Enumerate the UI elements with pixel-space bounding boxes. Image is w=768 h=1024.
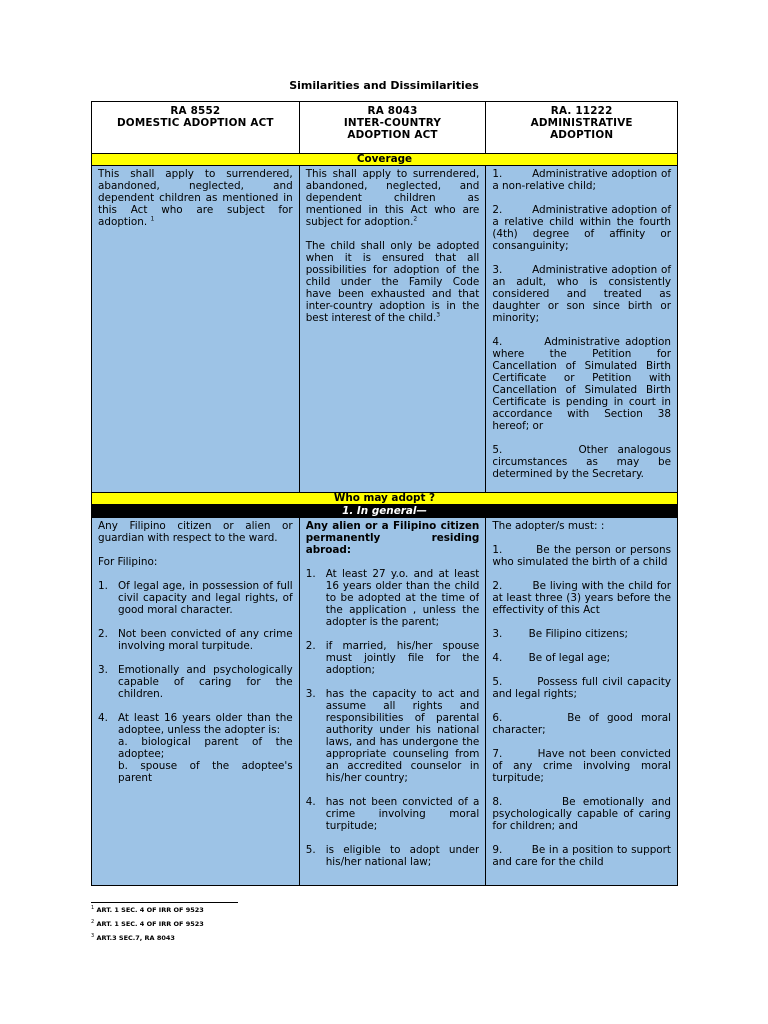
adopt-for-filipino: For Filipino: <box>98 556 158 568</box>
coverage-text: This shall apply to surrendered, abandoned, neglected, and dependent children as mentioned in this Act who are subject for adoption. $^1$ <box>98 168 293 228</box>
coverage-row <box>92 166 678 493</box>
header-law-name: ADMINISTRATIVE <box>530 117 633 129</box>
coverage-text: The child shall only be adopted when it is ensured that all possibilities for adoption of the child under the Family Code have been exhausted and that inter-country adoption is in the best interest of the child.$^3$ <box>305 240 480 324</box>
header-ra8552 <box>92 102 300 154</box>
subsection-in-general-label: 1. In general— <box>92 505 678 518</box>
list-item: 2. Not been convicted of any crime involving moral turpitude. <box>98 628 293 652</box>
list-item: 3. Administrative adoption of an adult, who is consistently considered and treated as daughter or son since birth or minority; <box>492 264 671 324</box>
list-item: 4. has not been convicted of a crime involving moral turpitude; <box>305 796 480 832</box>
list-item: 3. has the capacity to act and assume all rights and responsibilities of parental authority under his national laws, and has undergone the appropriate counseling from an accredited counselor in his/her country; <box>305 688 480 784</box>
list-item: 5. Other analogous circumstances as may be determined by the Secretary. <box>492 444 671 480</box>
subsection-in-general-row <box>92 505 678 518</box>
header-law-number: RA 8552 <box>170 105 221 117</box>
header-law-number: RA 8043 <box>367 105 418 117</box>
list-item: 3. Be Filipino citizens; <box>492 628 629 640</box>
header-ra11222 <box>486 102 678 154</box>
footnote-separator <box>91 902 238 903</box>
adopt-intro: Any alien or a Filipino citizen permanently residing abroad: <box>305 520 480 556</box>
section-who-may-adopt-label: Who may adopt ? <box>92 493 678 505</box>
list-item: 1. Be the person or persons who simulated the birth of a child <box>492 544 671 568</box>
footnote-ref: 2 <box>413 215 418 223</box>
adopt-ra11222-cell <box>486 518 678 886</box>
list-item: 9. Be in a position to support and care for the child <box>492 844 671 868</box>
header-row <box>92 102 678 154</box>
section-coverage-label: Coverage <box>92 154 678 166</box>
list-item: 4. Administrative adoption where the Petition for Cancellation of Simulated Birth Certificate or Petition with Cancellation of Simulated Birth Certificate is pending in court in accordance with Section 38 hereof; or <box>492 336 671 432</box>
section-coverage-row <box>92 154 678 166</box>
footnote-ref: 1 <box>150 215 155 223</box>
header-ra8043 <box>299 102 486 154</box>
footnote: $^2$ ART. 1 SEC. 4 OF IRR OF 9523 <box>91 918 204 928</box>
list-item: 4. At least 16 years older than the adoptee, unless the adopter is: <box>98 712 293 736</box>
list-item: 3. Emotionally and psychologically capable of caring for the children. <box>98 664 293 700</box>
coverage-text: This shall apply to surrendered, abandoned, neglected, and dependent children as mentioned in this Act who are subject for adoption.$^2$ <box>305 168 480 228</box>
list-item: 2. if married, his/her spouse must jointly file for the adoption; <box>305 640 480 676</box>
adopt-intro: The adopter/s must: : <box>492 520 605 532</box>
adopt-intro: Any Filipino citizen or alien or guardian with respect to the ward. <box>98 520 293 544</box>
sub-item: a. biological parent of the adoptee; <box>118 736 293 760</box>
list-item: 7. Have not been convicted of any crime involving moral turpitude; <box>492 748 671 784</box>
list-item: 1. Of legal age, in possession of full civil capacity and legal rights, of good moral character. <box>98 580 293 616</box>
list-item: 5. is eligible to adopt under his/her national law; <box>305 844 480 868</box>
coverage-ra11222-cell <box>486 166 678 493</box>
list-item: 2. Administrative adoption of a relative child within the fourth (4th) degree of affinity or consanguinity; <box>492 204 671 252</box>
header-law-name: DOMESTIC ADOPTION ACT <box>116 117 274 129</box>
adopt-ra8552-cell <box>92 518 300 886</box>
comparison-table <box>91 101 678 886</box>
list-item: 1. At least 27 y.o. and at least 16 years older than the child to be adopted at the time of the application , unless the adopter is the parent; <box>305 568 480 628</box>
header-law-number: RA. 11222 <box>550 105 613 117</box>
footnote: $^1$ ART. 1 SEC. 4 OF IRR OF 9523 <box>91 904 204 914</box>
list-item: 2. Be living with the child for at least three (3) years before the effectivity of this Act <box>492 580 671 616</box>
header-law-name: INTER-COUNTRY <box>343 117 442 129</box>
footnote: $^3$ ART.3 SEC.7, RA 8043 <box>91 932 175 942</box>
footnote-ref: 3 <box>436 311 441 319</box>
adopt-ra8043-cell <box>299 518 486 886</box>
list-item: 8. Be emotionally and psychologically capable of caring for children; and <box>492 796 671 832</box>
list-item: 6. Be of good moral character; <box>492 712 671 736</box>
header-law-name-cont: ADOPTION <box>550 129 614 141</box>
who-may-adopt-row <box>92 518 678 886</box>
coverage-ra8043-cell <box>299 166 486 493</box>
header-law-name-cont: ADOPTION ACT <box>347 129 438 141</box>
list-item: 5. Possess full civil capacity and legal rights; <box>492 676 671 700</box>
list-item: 1. Administrative adoption of a non-relative child; <box>492 168 671 192</box>
coverage-ra8552-cell <box>92 166 300 493</box>
sub-item: b. spouse of the adoptee's parent <box>118 760 293 784</box>
section-who-may-adopt-row <box>92 493 678 505</box>
page-title: Similarities and Dissimilarities <box>289 79 479 92</box>
list-item: 4. Be of legal age; <box>492 652 611 664</box>
